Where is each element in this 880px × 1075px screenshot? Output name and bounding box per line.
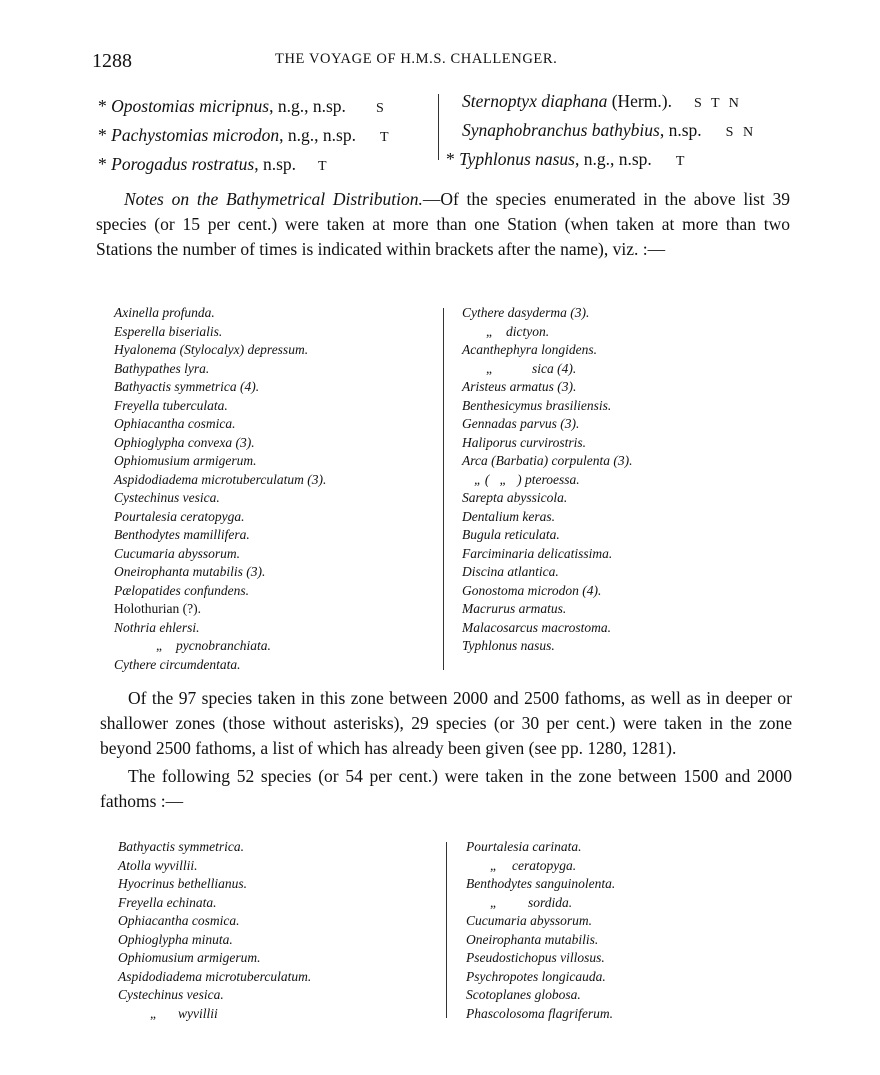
list-item: Pseudostichopus villosus. [466,950,605,965]
list-item: Oneirophanta mutabilis (3). [114,564,266,579]
column-divider [446,842,447,1018]
zone-paragraph [100,686,792,814]
list-item: Atolla wyvillii. [118,857,198,873]
station-list-right [462,304,632,656]
list-item: Phascolosoma flagriferum. [466,1005,613,1021]
list-item: Farciminaria delicatissima. [462,545,613,561]
notes-lead: Notes on the Bathymetrical Distribution. [124,189,423,209]
paragraph-zone-1500: The following 52 species (or 54 per cent.) were taken in the zone between 1500 and 2000 fathoms :— [100,766,792,811]
list-item: Pourtalesia carinata. [466,839,582,854]
list-item: Aristeus armatus (3). [462,379,577,394]
species-entry: * Opostomias micripnus, n.g., n.sp. S [98,96,384,116]
running-title: THE VOYAGE OF H.M.S. CHALLENGER. [275,51,558,67]
list-item: Gonostoma microdon (4). [462,582,602,598]
list-item: Typhlonus nasus. [462,638,555,653]
list-item: Scotoplanes globosa. [466,987,581,1002]
top-list-right [446,88,756,175]
zone-list-right [466,838,615,1023]
list-item: Benthodytes sanguinolenta. [466,876,616,891]
species-entry: * Typhlonus nasus, n.g., n.sp. T [446,149,685,169]
list-item: Bugula reticulata. [462,527,560,542]
list-item: „ wyvillii [150,1005,218,1021]
list-item: Haliporus curvirostris. [462,434,587,450]
list-item: „ pycnobranchiata. [156,638,271,653]
page-number: 1288 [92,50,132,72]
column-divider [443,308,444,670]
station-list-left [114,304,326,674]
list-item: Aspidodiadema microtuberculatum. [118,968,312,984]
list-item: Esperella biserialis. [114,323,223,339]
notes-text: —Of the species enumerated in the above list 39 species (or 15 per cent.) were taken at more than one Station (when taken at more than two Stations the number of times is indicated within brackets after the name), viz. :— [96,189,790,259]
list-item: Aspidodiadema microtuberculatum (3). [114,471,327,487]
list-item: Macrurus armatus. [462,601,567,616]
list-item: Pourtalesia ceratopyga. [114,508,245,524]
list-item: Freyella echinata. [118,894,217,910]
list-item: Freyella tuberculata. [114,397,228,413]
list-item: „ ceratopyga. [490,857,577,873]
species-entry: Sternoptyx diaphana (Herm.). S T N [462,91,742,111]
list-item: „ ( „ ) pteroessa. [474,471,580,487]
paragraph-zone-2500: Of the 97 species taken in this zone between 2000 and 2500 fathoms, as well as in deeper or shallower zones (those without asterisks), 29 species (or 30 per cent.) were taken in the zone beyond 2500 fathoms, a list of which has already been given (see pp. 1280, 1281). [100,688,792,758]
list-item: Cucumaria abyssorum. [114,545,241,561]
list-item: Malacosarcus macrostoma. [462,619,611,635]
list-item: Discina atlantica. [462,564,559,579]
notes-paragraph [96,187,790,262]
list-item: „ sordida. [490,894,573,910]
list-item: Cystechinus vesica. [114,490,220,505]
list-item: Nothria ehlersi. [114,619,200,635]
list-item: Ophioglypha minuta. [118,931,233,947]
list-item: Ophiomusium armigerum. [118,950,261,965]
species-entry: * Pachystomias microdon, n.g., n.sp. T [98,125,389,145]
list-item: Ophiomusium armigerum. [114,453,257,468]
list-item: Benthodytes mamillifera. [114,527,250,542]
column-divider [438,94,439,160]
list-item: Cystechinus vesica. [118,987,224,1002]
list-item: Pælopatides confundens. [114,582,249,598]
list-item: „ sica (4). [486,360,577,376]
list-item: Cucumaria abyssorum. [466,913,593,928]
list-item: Axinella profunda. [114,305,215,320]
list-item: Hyalonema (Stylocalyx) depressum. [114,342,309,357]
list-item: Bathyactis symmetrica (4). [114,379,260,394]
top-list-left [98,93,389,180]
list-item: Ophiacantha cosmica. [118,913,240,928]
list-item: Cythere circumdentata. [114,656,241,672]
list-item: Bathyactis symmetrica. [118,839,244,854]
species-entry: Synaphobranchus bathybius, n.sp. S N [462,120,757,140]
list-item: Psychropotes longicauda. [466,968,606,984]
list-item: Dentalium keras. [462,508,555,524]
list-item: Sarepta abyssicola. [462,490,568,505]
list-item: Gennadas parvus (3). [462,416,580,431]
list-item: Acanthephyra longidens. [462,342,597,357]
list-item: Hyocrinus bethellianus. [118,876,247,891]
list-item: Holothurian (?). [114,601,201,616]
list-item: Oneirophanta mutabilis. [466,931,599,947]
list-item: Arca (Barbatia) corpulenta (3). [462,453,633,468]
species-entry: * Porogadus rostratus, n.sp. T [98,154,327,174]
list-item: Cythere dasyderma (3). [462,305,590,320]
list-item: Bathypathes lyra. [114,360,210,376]
list-item: Ophiacantha cosmica. [114,416,236,431]
list-item: Ophioglypha convexa (3). [114,434,255,450]
list-item: Benthesicymus brasiliensis. [462,397,612,413]
list-item: „ dictyon. [486,323,550,339]
zone-list-left [118,838,311,1023]
